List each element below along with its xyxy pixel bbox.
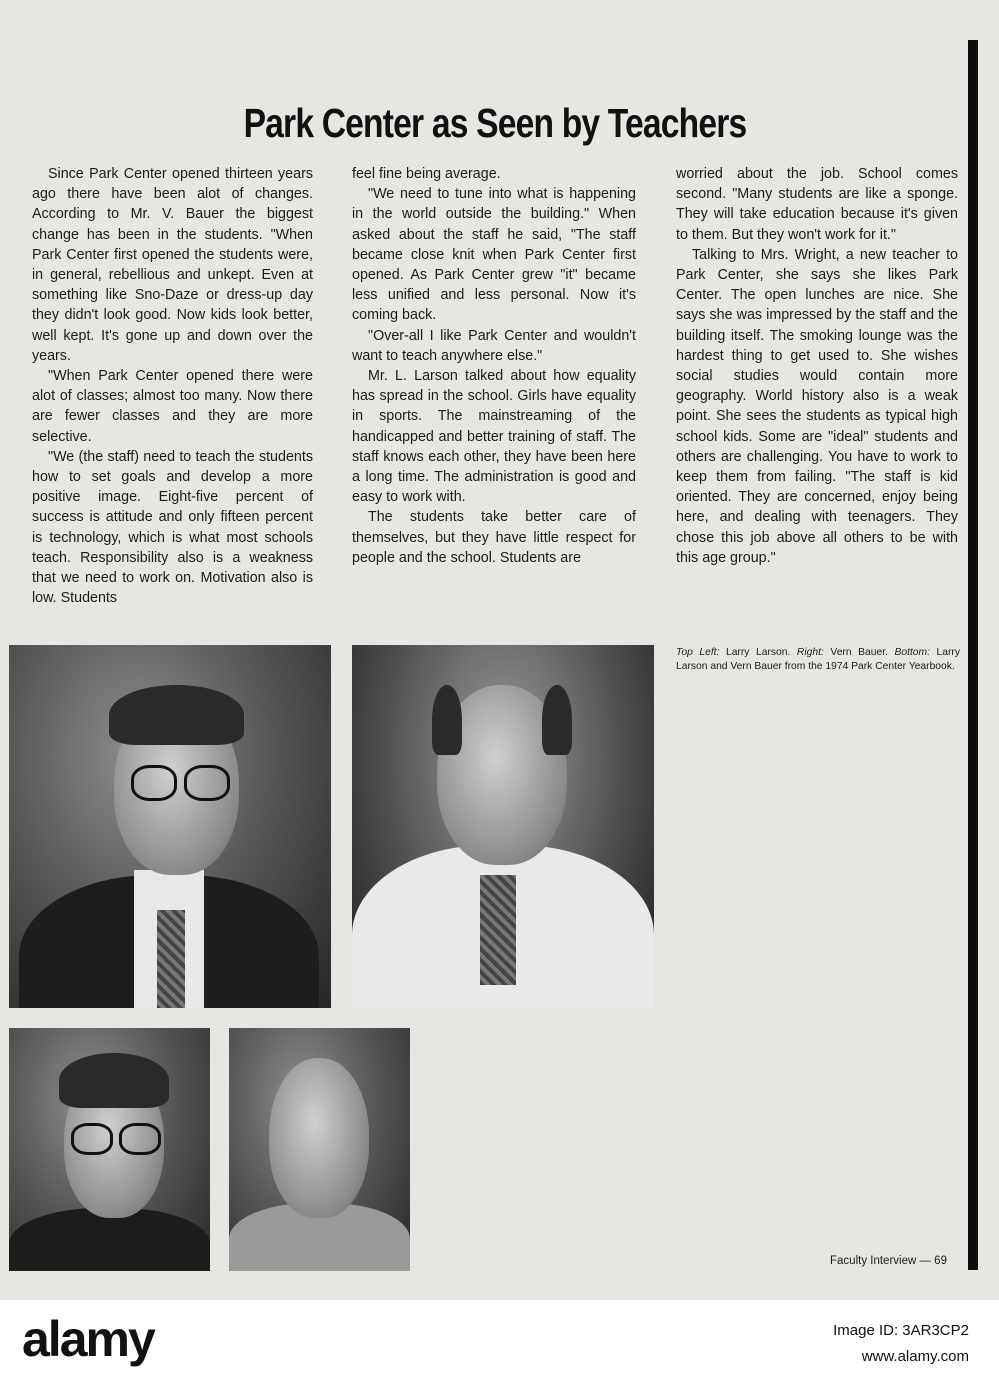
article-column-2 bbox=[352, 164, 636, 568]
photo-larry-larson-1974 bbox=[9, 1028, 210, 1271]
page-footer: Faculty Interview — 69 bbox=[830, 1255, 947, 1267]
watermark-logo: alamy bbox=[22, 1311, 154, 1367]
caption-text: Vern Bauer. bbox=[823, 647, 895, 658]
watermark-image-id: Image ID: 3AR3CP2 bbox=[833, 1322, 969, 1339]
article-column-3 bbox=[676, 164, 958, 568]
article-column-1 bbox=[32, 164, 313, 608]
paragraph: The students take better care of themselves, but they have little respect for people and the school. Students are bbox=[352, 509, 636, 566]
page-edge-bar bbox=[968, 40, 978, 1270]
paragraph: Since Park Center opened thirteen years ago there have been alot of changes. According to Mr. V. Bauer the biggest change has been in the students. "When Park Center first opened the students were, in general, rebellious and unkept. Even at something like Sno-Daze or dress-up day they didn't look good. Now kids look better, well kept. It's gone up and down over the years. bbox=[32, 166, 313, 364]
caption-text: Larry Larson and Vern Bauer from the 1974 Park Center Yearbook. bbox=[676, 647, 960, 672]
caption-label: Bottom: bbox=[894, 647, 930, 658]
photo-caption bbox=[676, 646, 960, 674]
paragraph: "Over-all I like Park Center and wouldn't want to teach anywhere else." bbox=[352, 327, 636, 364]
photo-vern-bauer-1974 bbox=[229, 1028, 410, 1271]
photo-vern-bauer bbox=[352, 645, 654, 1008]
paragraph: feel fine being average. bbox=[352, 166, 501, 182]
photo-larry-larson bbox=[9, 645, 331, 1008]
watermark-url: www.alamy.com bbox=[861, 1348, 969, 1365]
page-title: Park Center as Seen by Teachers bbox=[243, 100, 747, 146]
caption-label: Right: bbox=[796, 647, 824, 658]
paragraph: "We (the staff) need to teach the students how to set goals and develop a more positive image. Eight-five percent of success is attitude and only fifteen percent is technology, which is what most schools teach. Responsibility also is a weakness that we need to work on. Motivation also is low. Students bbox=[32, 448, 313, 607]
caption-text: Larry Larson. bbox=[719, 647, 797, 658]
paragraph: worried about the job. School comes second. "Many students are like a sponge. They will take education because it's given to them. But they won't work for it." bbox=[676, 166, 958, 243]
caption-label: Top Left: bbox=[676, 647, 720, 658]
paragraph: Talking to Mrs. Wright, a new teacher to Park Center, she says she likes Park Center. The open lunches are nice. She says she was impressed by the staff and the building itself. The smoking lounge was the hardest thing to get used to. She wishes social studies would contain more geography. World history also is a weak point. She sees the students as typical high school kids. Some are "ideal" students and others are challenging. You have to work to keep them from failing. "The staff is kid oriented. They are concerned, enjoy being here, and dealing with teenagers. They chose this job above all others to be with this age group." bbox=[676, 246, 958, 566]
paragraph: "We need to tune into what is happening in the world outside the building." When asked about the staff he said, "The staff became close knit when Park Center first opened. As Park Center grew "it" became less unified and less personal. Now it's coming back. bbox=[352, 186, 636, 324]
paragraph: "When Park Center opened there were alot of classes; almost too many. Now there are fewer classes and they are more selective. bbox=[32, 368, 313, 445]
paragraph: Mr. L. Larson talked about how equality has spread in the school. Girls have equality in sports. The mainstreaming of the handicapped and better training of staff. The staff knows each other, they have been here a long time. The administration is good and easy to work with. bbox=[352, 368, 636, 506]
